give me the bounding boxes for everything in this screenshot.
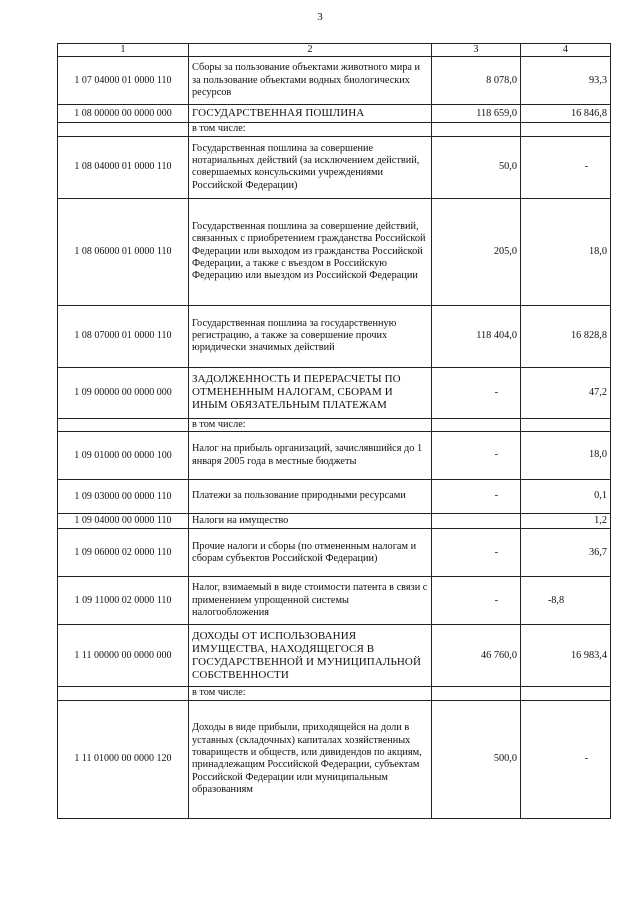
row-code: 1 08 00000 00 0000 000	[58, 105, 189, 123]
row-value-col3	[432, 123, 521, 136]
row-value-col3: -	[432, 432, 521, 480]
row-code: 1 11 00000 00 0000 000	[58, 625, 189, 687]
row-name: Государственная пошлина за государственную регистрацию, а также за совершение прочих юридически значимых действий	[189, 305, 432, 367]
table-row	[58, 432, 611, 480]
row-name: в том числе:	[189, 123, 432, 136]
row-code: 1 09 06000 02 0000 110	[58, 529, 189, 577]
table-row	[58, 305, 611, 367]
row-name: Государственная пошлина за совершение действий, связанных с приобретением гражданства Российской Федерации или выходом из гражданства Российской Федерации, а также с въездом в Российскую Федерацию или выездом из Российской Федерации	[189, 198, 432, 305]
table-row	[58, 105, 611, 123]
row-name: ЗАДОЛЖЕННОСТЬ И ПЕРЕРАСЧЕТЫ ПО ОТМЕНЕННЫМ НАЛОГАМ, СБОРАМ И ИНЫМ ОБЯЗАТЕЛЬНЫМ ПЛАТЕЖАМ	[189, 367, 432, 418]
row-code: 1 08 04000 01 0000 110	[58, 136, 189, 198]
row-value-col3: 500,0	[432, 700, 521, 818]
row-value-col4: 16 846,8	[521, 105, 611, 123]
row-code	[58, 123, 189, 136]
row-code: 1 08 07000 01 0000 110	[58, 305, 189, 367]
table-row	[58, 418, 611, 431]
row-value-col3	[432, 514, 521, 529]
row-code	[58, 687, 189, 700]
table-row	[58, 514, 611, 529]
row-value-col4	[521, 418, 611, 431]
row-value-col4: 1,2	[521, 514, 611, 529]
row-name: Налог, взимаемый в виде стоимости патента в связи с применением упрощенной системы налогообложения	[189, 577, 432, 625]
row-value-col4: 93,3	[521, 57, 611, 105]
row-name: Налоги на имущество	[189, 514, 432, 529]
table-row	[58, 577, 611, 625]
row-value-col4: -	[521, 700, 611, 818]
row-code: 1 09 00000 00 0000 000	[58, 367, 189, 418]
row-name: в том числе:	[189, 418, 432, 431]
row-value-col3: 118 659,0	[432, 105, 521, 123]
row-name: Сборы за пользование объектами животного мира и за пользование объектами водных биологических ресурсов	[189, 57, 432, 105]
column-header-name: 2	[189, 44, 432, 57]
row-name: ГОСУДАРСТВЕННАЯ ПОШЛИНА	[189, 105, 432, 123]
row-value-col4: 0,1	[521, 480, 611, 514]
row-value-col4: 16 828,8	[521, 305, 611, 367]
column-header-plan: 3	[432, 44, 521, 57]
row-value-col3: -	[432, 367, 521, 418]
table-row	[58, 480, 611, 514]
row-value-col4	[521, 687, 611, 700]
row-value-col3: -	[432, 577, 521, 625]
column-header-code: 1	[58, 44, 189, 57]
row-code	[58, 418, 189, 431]
row-value-col4: 36,7	[521, 529, 611, 577]
row-code: 1 09 03000 00 0000 110	[58, 480, 189, 514]
row-value-col3: 205,0	[432, 198, 521, 305]
row-value-col3: 8 078,0	[432, 57, 521, 105]
row-code: 1 09 11000 02 0000 110	[58, 577, 189, 625]
row-code: 1 11 01000 00 0000 120	[58, 700, 189, 818]
row-value-col4: 47,2	[521, 367, 611, 418]
table-row	[58, 529, 611, 577]
column-header-actual: 4	[521, 44, 611, 57]
row-value-col4: 16 983,4	[521, 625, 611, 687]
row-name: в том числе:	[189, 687, 432, 700]
row-name: Доходы в виде прибыли, приходящейся на доли в уставных (складочных) капиталах хозяйственных товариществ и обществ, или дивидендов по акциям, принадлежащим Российской Федерации, субъектам Российской Федерации или муниципальным образованиям	[189, 700, 432, 818]
table-row	[58, 687, 611, 700]
row-value-col4: -	[521, 136, 611, 198]
row-value-col4: 18,0	[521, 198, 611, 305]
row-value-col3: -	[432, 529, 521, 577]
row-value-col3	[432, 418, 521, 431]
row-value-col4	[521, 123, 611, 136]
page-number: 3	[317, 11, 323, 23]
row-code: 1 08 06000 01 0000 110	[58, 198, 189, 305]
row-value-col3: -	[432, 480, 521, 514]
row-name: Государственная пошлина за совершение нотариальных действий (за исключением действий, совершаемых консульскими учреждениями Российской Федерации)	[189, 136, 432, 198]
table-row	[58, 367, 611, 418]
row-value-col3: 118 404,0	[432, 305, 521, 367]
row-value-col3	[432, 687, 521, 700]
row-name: ДОХОДЫ ОТ ИСПОЛЬЗОВАНИЯ ИМУЩЕСТВА, НАХОДЯЩЕГОСЯ В ГОСУДАРСТВЕННОЙ И МУНИЦИПАЛЬНОЙ СОБСТВЕННОСТИ	[189, 625, 432, 687]
row-value-col3: 50,0	[432, 136, 521, 198]
revenue-table	[57, 43, 611, 819]
table-row	[58, 123, 611, 136]
row-name: Платежи за пользование природными ресурсами	[189, 480, 432, 514]
table-row	[58, 625, 611, 687]
row-code: 1 09 04000 00 0000 110	[58, 514, 189, 529]
table-row	[58, 700, 611, 818]
table-header-row	[58, 44, 611, 57]
row-value-col3: 46 760,0	[432, 625, 521, 687]
table-row	[58, 198, 611, 305]
row-value-col4: 18,0	[521, 432, 611, 480]
row-value-col4: -8,8	[521, 577, 611, 625]
row-code: 1 07 04000 01 0000 110	[58, 57, 189, 105]
table-row	[58, 57, 611, 105]
table-row	[58, 136, 611, 198]
row-name: Налог на прибыль организаций, зачислявшийся до 1 января 2005 года в местные бюджеты	[189, 432, 432, 480]
row-code: 1 09 01000 00 0000 100	[58, 432, 189, 480]
row-name: Прочие налоги и сборы (по отмененным налогам и сборам субъектов Российской Федерации)	[189, 529, 432, 577]
